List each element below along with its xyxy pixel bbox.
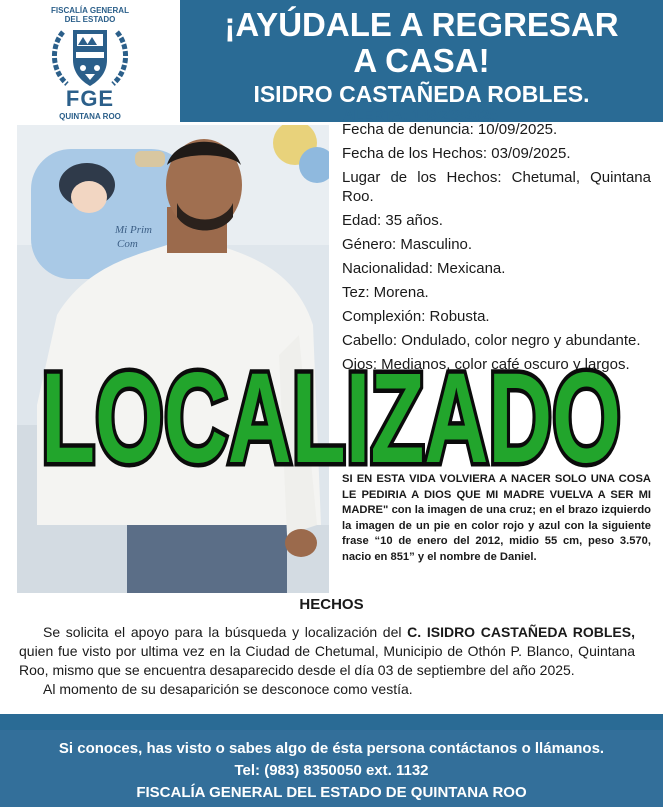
- logo-state: QUINTANA ROO: [59, 112, 121, 121]
- hechos-title: HECHOS: [299, 596, 364, 613]
- photo-sign-text-1: Mi Prim: [115, 224, 152, 236]
- person-name-heading: ISIDRO CASTAÑEDA ROBLES.: [253, 81, 590, 107]
- logo-acronym: FGE: [65, 86, 115, 111]
- fge-logo: [0, 0, 180, 124]
- hechos-paragraph-2: Al momento de su desaparición se desconoce como vestía.: [43, 681, 413, 697]
- footer-agency: FISCALÍA GENERAL DEL ESTADO DE QUINTANA ROO: [136, 784, 527, 801]
- footer-phone: Tel: (983) 8350050 ext. 1132: [234, 762, 429, 779]
- detail-genero: Género: Masculino.: [342, 236, 473, 253]
- hechos-p1-rest: quien fue visto por ultima vez en la Ciudad de Chetumal, Municipio de Othón P. Blanco, Quintana Roo, mismo que se encuentra desaparecido desde el día 03 de septiembre del año 2025.: [19, 643, 635, 678]
- detail-lugar: Lugar de los Hechos: Chetumal, Quintana Roo.: [342, 169, 651, 205]
- header-title-line1: ¡AYÚDALE A REGRESAR: [224, 6, 619, 43]
- localizado-stamp: [0, 352, 663, 477]
- detail-nacionalidad: Nacionalidad: Mexicana.: [342, 260, 506, 277]
- hechos-p1-intro: Se solicita el apoyo para la búsqueda y localización del: [43, 624, 408, 640]
- footer-contact-line: Si conoces, has visto o sabes algo de ésta persona contáctanos o llámanos.: [58, 740, 605, 757]
- shield-emblem-icon: [45, 24, 135, 90]
- hechos-paragraph-1: [19, 623, 635, 680]
- photo-sign-text-2: Com: [117, 238, 138, 250]
- footer-accent-strip: [0, 714, 663, 730]
- logo-top-text: [0, 6, 180, 24]
- hechos-p1-name: C. ISIDRO CASTAÑEDA ROBLES,: [407, 624, 635, 640]
- localizado-text: LOCALIZADO: [41, 352, 621, 477]
- alert-number: ALERTA: 146/ZS/2025: [343, 107, 498, 124]
- detail-fecha-denuncia: Fecha de denuncia: 10/09/2025.: [342, 121, 558, 138]
- detail-fecha-hechos: Fecha de los Hechos: 03/09/2025.: [342, 145, 571, 162]
- logo-top-line1: FISCALÍA GENERAL: [51, 6, 129, 15]
- detail-edad: Edad: 35 años.: [342, 212, 443, 229]
- detail-tez: Tez: Morena.: [342, 284, 429, 301]
- detail-ojos: Ojos: Medianos, color café oscuro y largos.: [342, 356, 630, 373]
- detail-complexion: Complexión: Robusta.: [342, 308, 490, 325]
- contact-footer: [0, 730, 663, 807]
- hechos-body: [19, 623, 635, 699]
- detail-cabello: Cabello: Ondulado, color negro y abundante.: [342, 332, 641, 349]
- person-details: [342, 120, 651, 379]
- logo-top-line2: DEL ESTADO: [64, 15, 116, 24]
- header-title-line2: A CASA!: [353, 42, 490, 79]
- header-band: [180, 0, 663, 122]
- detail-senas-particulares: SI EN ESTA VIDA VOLVIERA A NACER SOLO UNA COSA LE PEDIRIA A DIOS QUE MI MADRE VUELVA A SER MI MADRE" con la imagen de una cruz; en el brazo izquierdo la imagen de un pie en color rojo y azul con la siguiente frase “10 de enero del 2012, midio 55 cm, peso 3.570, nacio en 851” y el nombre de Daniel.: [342, 473, 651, 563]
